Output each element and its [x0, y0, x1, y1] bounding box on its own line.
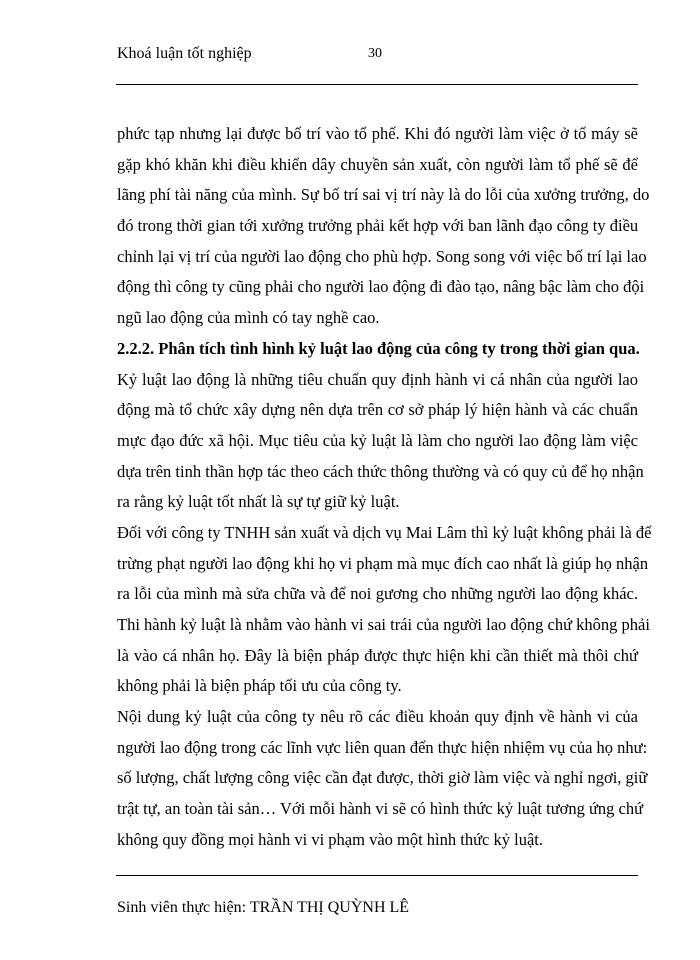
paragraph-line: động mà tổ chức xây dựng nên dựa trên cơ sở pháp lý hiện hành và các chuẩn: [117, 400, 638, 420]
paragraph-line: trật tự, an toàn tài sản… Với mỗi hành vi sẽ có hình thức kỷ luật tương ứng chứ: [117, 799, 644, 819]
paragraph-line: chỉnh lại vị trí của người lao động cho phù hợp. Song song với việc bố trí lại lao: [117, 246, 647, 266]
paragraph-line: Đối với công ty TNHH sản xuất và dịch vụ Mai Lâm thì kỷ luật không phải là để: [117, 522, 652, 542]
body-text: [117, 119, 652, 856]
paragraph-line: đó trong thời gian tới xưởng trưởng phải kết hợp với ban lãnh đạo công ty điều: [117, 216, 639, 236]
paragraph-line: Thi hành kỷ luật là nhằm vào hành vi sai trái của người lao động chứ không phải: [117, 615, 650, 634]
paragraph-line: trừng phạt người lao động khi họ vi phạm mà mục đích cao nhất là giúp họ nhận: [117, 553, 649, 573]
paragraph-line: không phải là biện pháp tối ưu của công ty.: [117, 676, 402, 696]
paragraph-line: ngũ lao động của mình có tay nghề cao.: [117, 308, 380, 328]
paragraph-line: động thì công ty cũng phải cho người lao động đi đào tạo, nâng bậc làm cho đội: [117, 277, 645, 297]
paragraph-line: mực đạo đức xã hội. Mục tiêu của kỷ luật là làm cho người lao động làm việc: [117, 430, 638, 450]
paragraph-line: phức tạp nhưng lại được bố trí vào tổ phế. Khi đó người làm việc ở tổ máy sẽ: [117, 124, 638, 143]
footer-author: TRẦN THỊ QUỲNH LÊ: [249, 899, 410, 916]
paragraph-line: dựa trên tinh thần hợp tác theo cách thức thông thường và có quy củ để họ nhận: [117, 461, 644, 481]
paragraph-line: ra rằng kỷ luật tốt nhất là sự tự giữ kỷ luật.: [117, 492, 400, 512]
section-heading: 2.2.2. Phân tích tình hình kỷ luật lao động của công ty trong thời gian qua.: [117, 338, 640, 358]
paragraph-line: người lao động trong các lĩnh vực liên quan đến thực hiện nhiệm vụ của họ như:: [117, 737, 648, 757]
paragraph-line: Kỷ luật lao động là những tiêu chuẩn quy định hành vi cá nhân của người lao: [117, 369, 638, 389]
paragraph-line: gặp khó khăn khi điều khiển dây chuyền sản xuất, còn người làm tổ phế sẽ để: [117, 154, 638, 174]
footer-label: Sinh viên thực hiện:: [117, 899, 247, 916]
page-number: 30: [368, 46, 382, 61]
paragraph-line: ra lỗi của mình mà sửa chữa và để noi gương cho những người lao động khác.: [117, 584, 638, 604]
header-title: Khoá luận tốt nghiệp: [117, 45, 252, 62]
footer: [117, 898, 409, 918]
paragraph-line: lãng phí tài năng của mình. Sự bố trí sai vị trí này là do lỗi của xưởng trưởng, do: [117, 185, 650, 205]
footer-rule: [116, 875, 638, 876]
header-rule: [116, 84, 638, 85]
paragraph-line: số lượng, chất lượng công việc cần đạt được, thời giờ làm việc và nghỉ ngơi, giữ: [117, 768, 648, 788]
paragraph-line: là vào cá nhân họ. Đây là biện pháp được thực hiện khi cần thiết mà thôi chứ: [117, 645, 638, 665]
paragraph-line: không quy đồng mọi hành vi vi phạm vào một hình thức kỷ luật.: [117, 829, 543, 849]
paragraph-line: Nội dung kỷ luật của công ty nêu rõ các điều khoản quy định về hành vi của: [117, 707, 638, 727]
